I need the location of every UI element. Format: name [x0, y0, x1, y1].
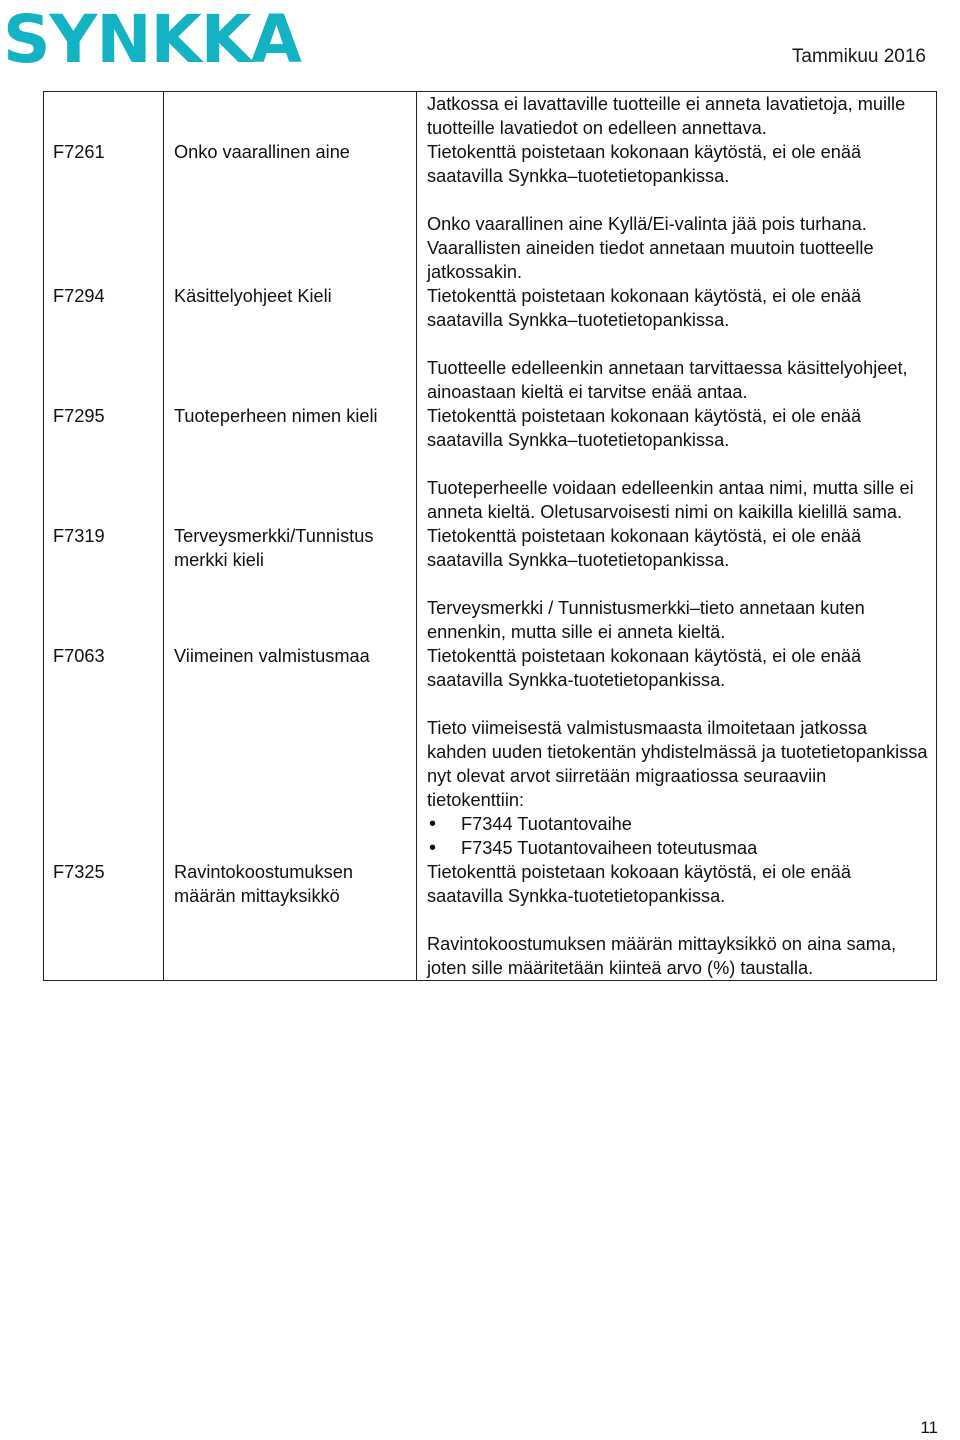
field-name: Viimeinen valmistusmaa [164, 644, 417, 860]
page-number: 11 [920, 1418, 938, 1437]
replacement-field-list [427, 812, 928, 860]
field-description: Tietokenttä poistetaan kokonaan käytöstä, ei ole enää saatavilla Synkka–tuotetietopankissa. [427, 286, 862, 330]
document-date: Tammikuu 2016 [791, 46, 926, 67]
field-code: F7063 [44, 644, 164, 860]
field-code: F7261 [44, 140, 164, 284]
list-item: • F7345 Tuotantovaiheen toteutusmaa [427, 836, 928, 860]
field-description: Tietokenttä poistetaan kokonaan käytöstä, ei ole enää saatavilla Synkka-tuotetietopankissa. [427, 646, 862, 690]
field-changes-table [43, 91, 937, 981]
row-note: Jatkossa ei lavattaville tuotteille ei anneta lavatietoja, muille tuotteille lavatiedot on edelleen annettava. [417, 92, 937, 141]
field-description: Tietokenttä poistetaan kokonaan käytöstä, ei ole enää saatavilla Synkka–tuotetietopankissa. [427, 406, 862, 450]
field-description: Tietokenttä poistetaan kokonaan käytöstä, ei ole enää saatavilla Synkka–tuotetietopankissa. [427, 142, 862, 186]
synkka-logo [3, 4, 313, 75]
field-code: F7325 [44, 860, 164, 981]
field-code: F7319 [44, 524, 164, 644]
field-name: Ravintokoostumuksen määrän mittayksikkö [164, 860, 417, 981]
list-item: • F7344 Tuotantovaihe [427, 812, 928, 836]
logo-text: SYNKKA [3, 4, 301, 70]
table-row [44, 404, 937, 524]
field-note: Terveysmerkki / Tunnistusmerkki–tieto annetaan kuten ennenkin, mutta sille ei anneta kieltä. [427, 598, 865, 642]
table-row [44, 860, 937, 981]
table-row [44, 92, 937, 141]
field-note: Tuotteelle edelleenkin annetaan tarvittaessa käsittelyohjeet, ainoastaan kieltä ei tarvitse enää antaa. [427, 358, 908, 402]
field-note: Onko vaarallinen aine Kyllä/Ei-valinta jää pois turhana. Vaarallisten aineiden tiedot annetaan muutoin tuotteelle jatkossakin. [427, 214, 874, 282]
field-name: Onko vaarallinen aine [164, 140, 417, 284]
field-note: Tuoteperheelle voidaan edelleenkin antaa nimi, mutta sille ei anneta kieltä. Oletusarvoisesti nimi on kaikilla kielillä sama. [427, 478, 914, 522]
field-name: Käsittelyohjeet Kieli [164, 284, 417, 404]
table-row [44, 140, 937, 284]
field-name: Terveysmerkki/Tunnistus merkki kieli [164, 524, 417, 644]
field-note: Tieto viimeisestä valmistusmaasta ilmoitetaan jatkossa kahden uuden tietokentän yhdistelmässä ja tuotetietopankissa nyt olevat arvot siirretään migraatiossa seuraaviin tietokenttiin: [427, 718, 928, 810]
field-note: Ravintokoostumuksen määrän mittayksikkö on aina sama, joten sille määritetään kiinteä arvo (%) taustalla. [427, 934, 897, 978]
field-description: Tietokenttä poistetaan kokoaan käytöstä, ei ole enää saatavilla Synkka-tuotetietopankissa. [427, 862, 851, 906]
field-code: F7294 [44, 284, 164, 404]
field-description: Tietokenttä poistetaan kokonaan käytöstä, ei ole enää saatavilla Synkka–tuotetietopankissa. [427, 526, 862, 570]
table-row [44, 644, 937, 860]
table-row [44, 524, 937, 644]
field-name: Tuoteperheen nimen kieli [164, 404, 417, 524]
table-row [44, 284, 937, 404]
field-code: F7295 [44, 404, 164, 524]
